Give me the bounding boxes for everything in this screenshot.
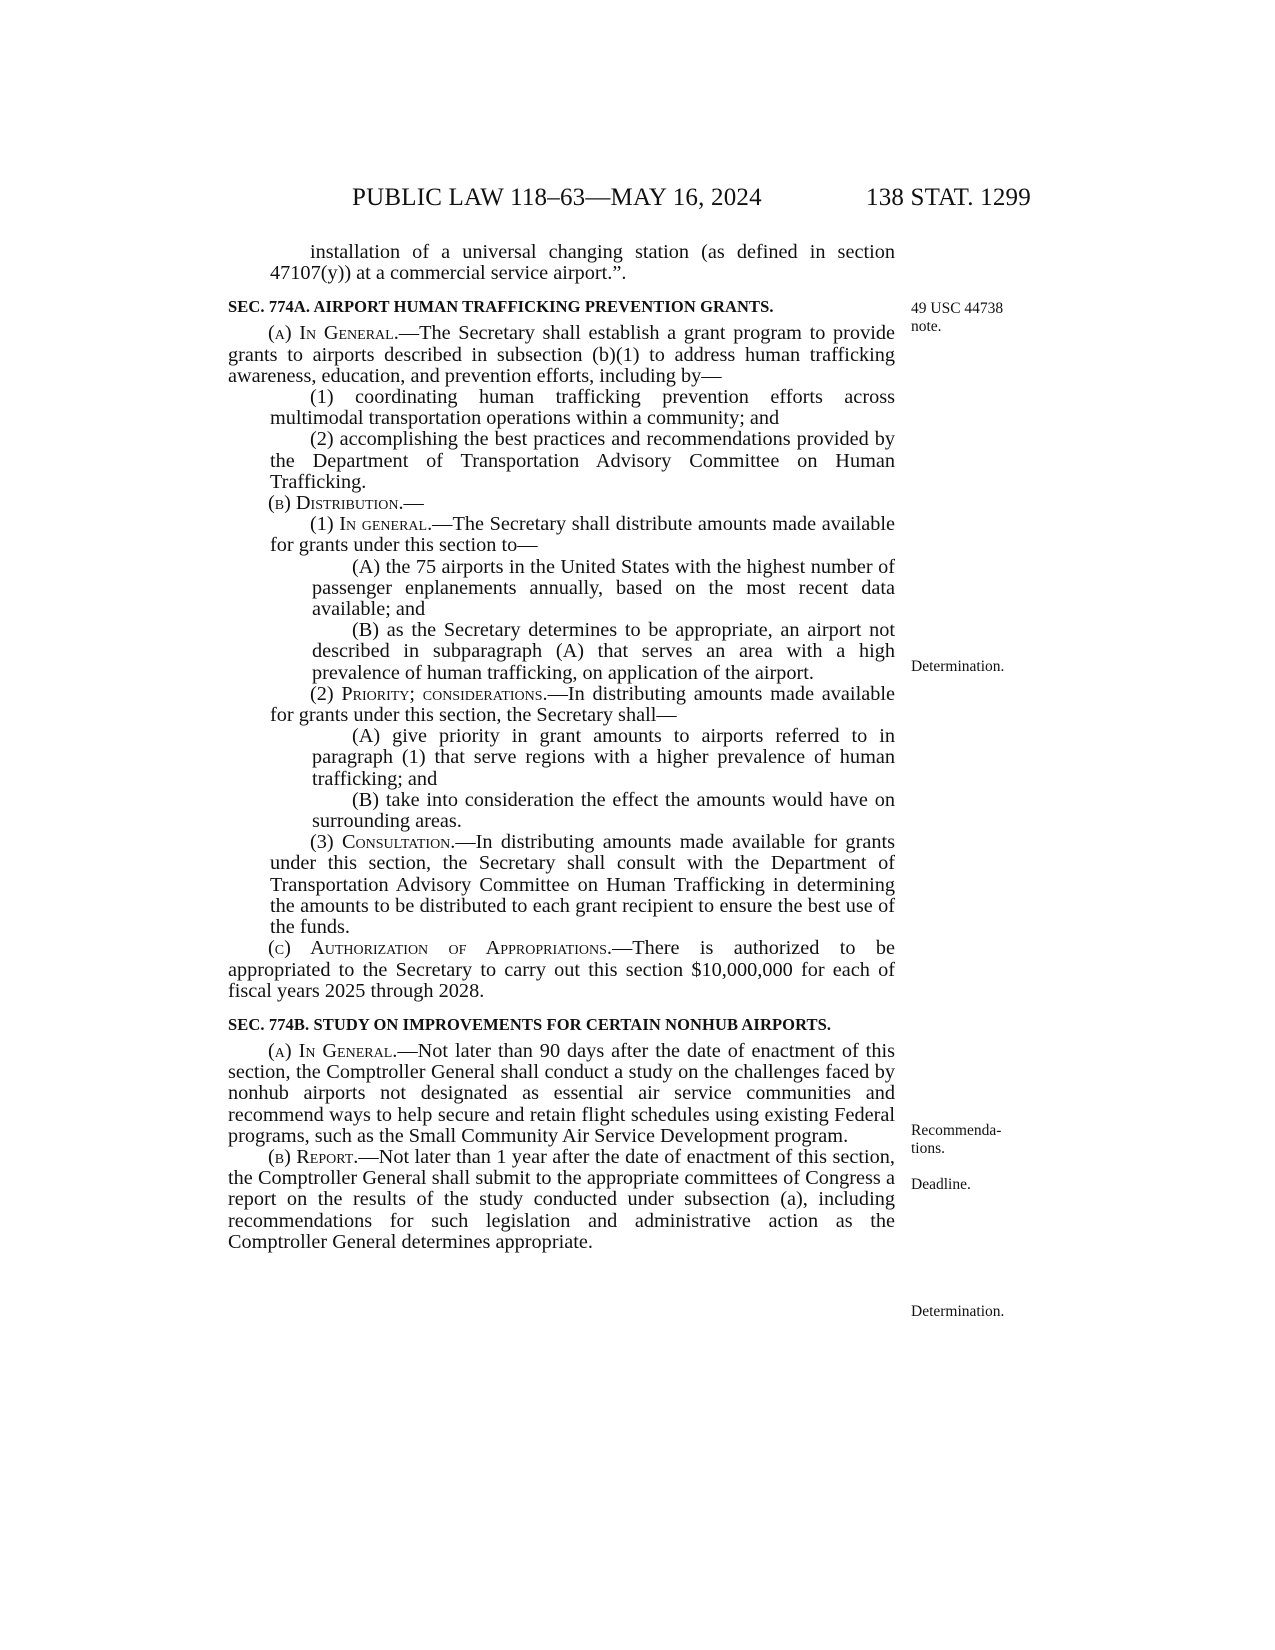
sec-774a-a-label: (a) In General. xyxy=(268,322,399,345)
sec-774a-a-text: —The Secretary shall establish a grant program to provide grants to airports described in subsection (b)(1) to address human trafficking awareness, education, and prevention efforts, including by— xyxy=(228,322,895,387)
document-body xyxy=(228,242,895,1253)
sec-774a-b1 xyxy=(228,514,895,556)
margin-note-determination-2: Determination. xyxy=(911,1303,1005,1320)
margin-note-usc xyxy=(911,300,1003,336)
sec-774b-b-text: —Not later than 1 year after the date of enactment of this section, the Comptroller General shall submit to the appropriate committees of Congress a report on the results of the study conducted under subsection (a), including recommendations for such legislation and administrative action as the Comptroller General determines appropriate. xyxy=(228,1145,895,1253)
page-header-stat: 138 STAT. 1299 xyxy=(866,184,1031,211)
sec-774a-b3-text: —In distributing amounts made available for grants under this section, the Secretary shall consult with the Department of Transportation Advisory Committee on Human Trafficking in determining the amounts to be distributed to each grant recipient to ensure the best use of the funds. xyxy=(270,831,895,939)
sec-774a-a2: (2) accomplishing the best practices and recommendations provided by the Department of Transportation Advisory Committee on Human Trafficking. xyxy=(270,428,895,493)
sec-774a-heading: SEC. 774A. AIRPORT HUMAN TRAFFICKING PREVENTION GRANTS. xyxy=(228,297,774,317)
margin-note-determination-1: Determination. xyxy=(911,658,1005,675)
sec-774b-heading: SEC. 774B. STUDY ON IMPROVEMENTS FOR CERTAIN NONHUB AIRPORTS. xyxy=(228,1014,832,1034)
sec-774a-a1: (1) coordinating human trafficking prevention efforts across multimodal transportation operations within a community; and xyxy=(270,386,895,430)
sec-774a-b1B: (B) as the Secretary determines to be appropriate, an airport not described in subparagraph (A) that serves an area with a high prevalence of human trafficking, on application of the airport. xyxy=(312,619,895,684)
margin-note-deadline: Deadline. xyxy=(911,1176,971,1193)
sec-774a-b1A: (A) the 75 airports in the United States with the highest number of passenger enplanements annually, based on the most recent data available; and xyxy=(312,555,895,621)
page-header-title: PUBLIC LAW 118–63—MAY 16, 2024 xyxy=(352,184,762,211)
carryover-text: installation of a universal changing station (as defined in section 47107(y)) at a commercial service airport.”. xyxy=(270,241,895,285)
sec-774b-b-label: (b) Report. xyxy=(268,1145,359,1168)
sec-774a-b2-text: —In distributing amounts made available for grants under this section, the Secretary shall— xyxy=(270,682,895,727)
sec-774a-b2B: (B) take into consideration the effect the amounts would have on surrounding areas. xyxy=(312,788,895,833)
margin-note-recommendations-line2: tions. xyxy=(911,1140,946,1157)
sec-774b-b xyxy=(228,1147,895,1253)
sec-774a-b3 xyxy=(228,832,895,938)
sec-774b-a xyxy=(228,1041,895,1147)
sec-774a-c-label: (c) Authorization of Appropriations. xyxy=(268,937,612,960)
margin-note-recommendations xyxy=(911,1122,1001,1158)
sec-774b-a-text: —Not later than 90 days after the date of enactment of this section, the Comptroller General shall conduct a study on the challenges faced by nonhub airports not designated as essential air service communities and recommend ways to help secure and retain flight schedules using existing Federal programs, such as the Small Community Air Service Development program. xyxy=(228,1039,895,1147)
sec-774a-b3-label: (3) Consultation. xyxy=(310,831,456,854)
sec-774a-b2A: (A) give priority in grant amounts to airports referred to in paragraph (1) that serve regions with a higher prevalence of human trafficking; and xyxy=(312,725,895,790)
sec-774a-c xyxy=(228,938,895,1002)
margin-note-usc-line1: 49 USC 44738 xyxy=(911,300,1004,317)
margin-note-usc-line2: note. xyxy=(911,318,942,335)
sec-774a-b2 xyxy=(228,684,895,726)
sec-774a-c-text: —There is authorized to be appropriated to the Secretary to carry out this section $10,000,000 for each of fiscal years 2025 through 2028. xyxy=(228,937,896,1002)
sec-774a-b-label: (b) Distribution. xyxy=(268,492,404,515)
sec-774a-a xyxy=(228,323,895,387)
sec-774a-b1-label: (1) In general. xyxy=(310,513,433,536)
sec-774a-b-text: — xyxy=(403,492,424,515)
margin-note-recommendations-line1: Recommenda- xyxy=(911,1122,1002,1139)
sec-774a-b xyxy=(228,493,895,514)
sec-774a-b1-text: —The Secretary shall distribute amounts made available for grants under this section to— xyxy=(270,513,895,557)
sec-774b-a-label: (a) In General. xyxy=(268,1039,398,1062)
sec-774a-b2-label: (2) Priority; considerations. xyxy=(310,682,548,705)
